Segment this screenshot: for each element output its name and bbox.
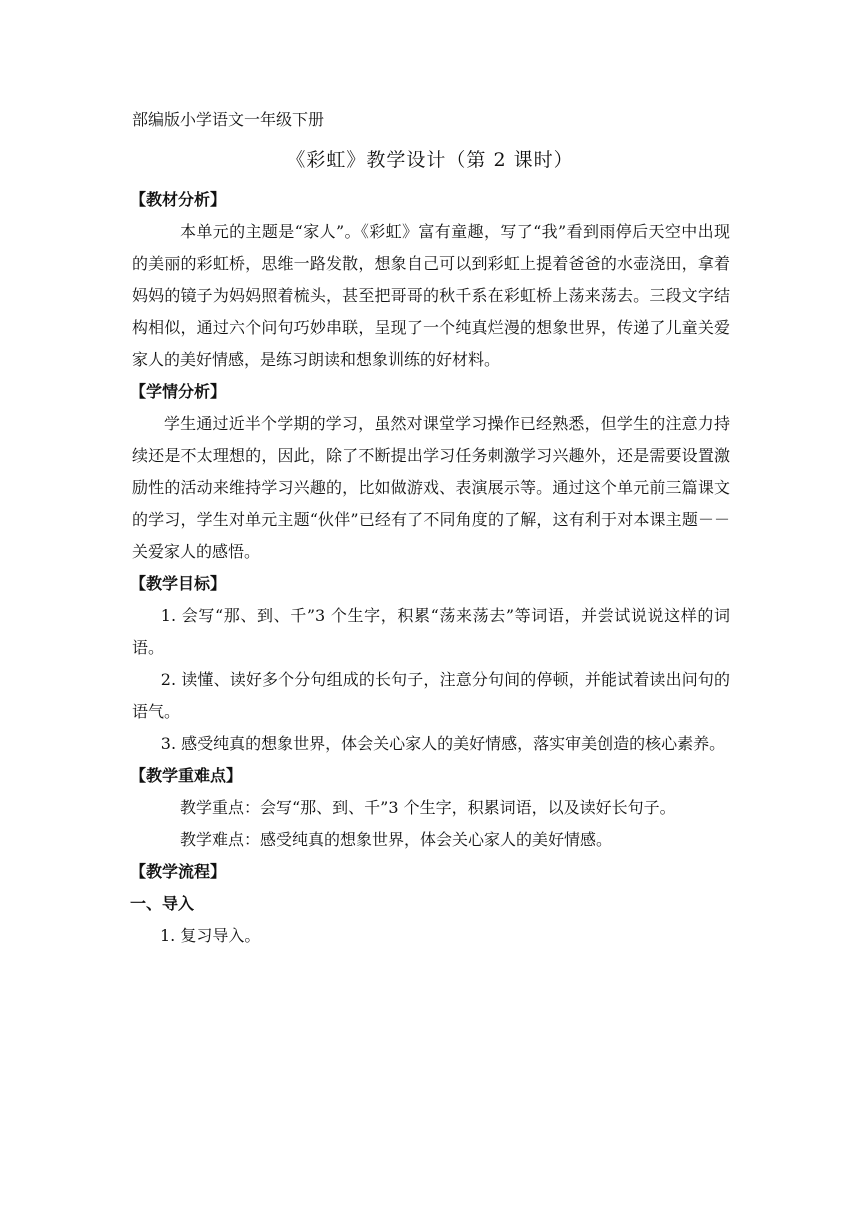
section-heading-goals: 【教学目标】 (130, 574, 227, 593)
analysis-paragraph: 本单元的主题是“家人”。《彩虹》富有童趣，写了“我”看到雨停后天空中出现的美丽的彩虹桥，思维一路发散，想象自己可以到彩虹上提着爸爸的水壶浇田，拿着妈妈的镜子为妈妈照着梳头，甚至把哥哥的秋千系在彩虹桥上荡来荡去。三段文字结构相似，通过六个问句巧妙串联，呈现了一个纯真烂漫的想象世界，传递了儿童关爱家人的美好情感，是练习朗读和想象训练的好材料。 (132, 222, 730, 369)
step-one-item-1: 1. 复习导入。 (160, 926, 261, 945)
goal-item-2: 2. 读懂、读好多个分句组成的长句子，注意分句间的停顿，并能试着读出问句的语气。 (132, 670, 730, 721)
section-heading-keypoints: 【教学重难点】 (130, 766, 243, 785)
students-paragraph: 学生通过近半个学期的学习，虽然对课堂学习操作已经熟悉，但学生的注意力持续还是不太理想的，因此，除了不断提出学习任务刺激学习兴趣外，还是需要设置激励性的活动来维持学习兴趣的，比如做游戏、表演展示等。通过这个单元前三篇课文的学习，学生对单元主题“伙伴”已经有了不同角度的了解，这有利于对本课主题－－关爱家人的感悟。 (132, 414, 730, 561)
section-heading-process: 【教学流程】 (130, 862, 227, 881)
difficulty-text: 教学难点：感受纯真的想象世界，体会关心家人的美好情感。 (180, 830, 613, 849)
document-header: 部编版小学语文一年级下册 (132, 110, 325, 129)
document-body (132, 184, 730, 952)
step-one-heading: 一、导入 (130, 894, 195, 913)
goal-item-1: 1. 会写“那、到、千”3 个生字，积累“荡来荡去”等词语，并尝试说说这样的词语。 (132, 606, 730, 657)
goal-item-3: 3. 感受纯真的想象世界，体会关心家人的美好情感，落实审美创造的核心素养。 (160, 734, 726, 753)
document-title: 《彩虹》教学设计（第 2 课时） (286, 149, 574, 171)
section-heading-analysis: 【教材分析】 (130, 190, 227, 209)
keypoint-text: 教学重点：会写“那、到、千”3 个生字，积累词语，以及读好长句子。 (180, 798, 676, 817)
section-heading-students: 【学情分析】 (130, 382, 227, 401)
